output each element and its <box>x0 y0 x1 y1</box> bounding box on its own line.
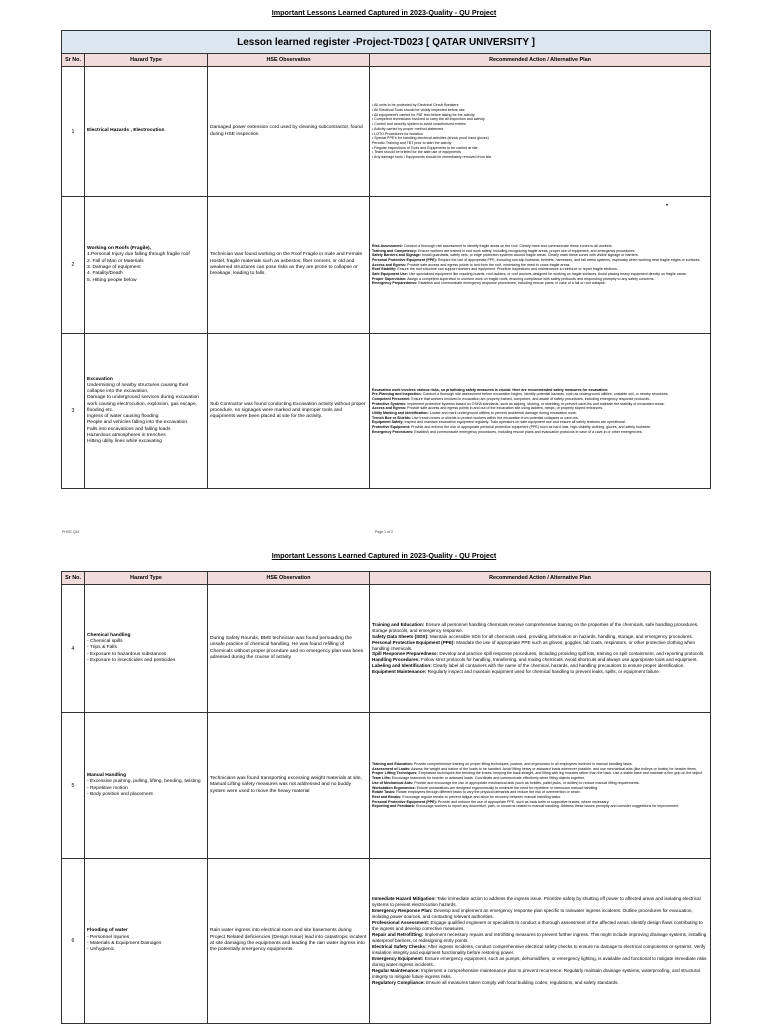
register-row <box>62 197 711 334</box>
recommendation-text: Clearly label all containers with the name of the chemical, hazards, and handling precautions to ensure proper identification. <box>431 663 685 669</box>
sr-number: 2 <box>62 197 85 334</box>
recommendation-key: Repair and Retrofitting: <box>372 932 424 938</box>
recommendation-item <box>372 968 708 980</box>
stray-bullet: • <box>666 203 669 209</box>
hazard-title: Manual Handling <box>87 772 127 778</box>
hazard-type-cell <box>85 585 208 713</box>
hazard-item: 5. Hitting people below <box>87 277 137 283</box>
header-recommended-action: Recommended Action / Alternative Plan <box>370 54 711 67</box>
hazard-item: - Repetitive motion <box>87 785 128 791</box>
hazard-item: - Exposure to hazardous substances <box>87 651 167 657</box>
register-row <box>62 67 711 197</box>
recommendation-text: Follow strict protocols for handling, transferring, and mixing chemicals. Avoid shortcuts and always use appropriate tools and equipment. <box>419 657 698 663</box>
recommendation-key: Utility Marking and Identification: <box>372 411 429 415</box>
recommendation-text: Ensure all measures taken comply with local building codes, regulations, and safety standards. <box>424 979 619 985</box>
recommendation-text: Ensure that workers involved in excavation are properly trained, competent, and aware of safety procedures, including emergency response protocols. <box>410 396 651 401</box>
recommendation-key: Personal Protective Equipment (PPE): <box>372 799 437 804</box>
hazard-item: 1.Personal Injury due falling through fragile roof <box>87 252 190 258</box>
recommendation-key: Protective Equipment: <box>372 425 411 430</box>
header-hazard-type: Hazard Type <box>85 54 208 67</box>
recommendation-key: Handling Procedures: <box>372 657 420 663</box>
recommendation-key: Access and Egress: <box>372 262 407 267</box>
recommendation-key: Pre-Planning and Inspection: <box>372 392 422 397</box>
hazard-item: Hitting utility lines while excavating <box>87 439 163 445</box>
sr-number: 1 <box>62 67 85 197</box>
recommendation-key: Rest and Breaks: <box>372 794 402 799</box>
hazard-item: 3. Damage of equipment <box>87 265 141 270</box>
page-title: Important Lessons Learned Captured in 2023-Quality - QU Project <box>271 8 497 17</box>
hazard-title: Working on Roofs (Fragile), <box>87 246 152 252</box>
hazard-item: - Excessive pushing, pulling, lifting, bending, twisting <box>87 779 201 785</box>
recommendation-text: Encourage workers to report any discomfort, pain, or concerns related to manual handling. Address these issues promptly and consider suggestions for improvement. <box>415 804 680 809</box>
recommendation-text: • Activity carried by proper method statement <box>372 126 444 131</box>
recommendation-key: Emergency Response Plan: <box>372 908 433 914</box>
recommendation-text: Periodic Training and TBT prior to start the activity <box>372 140 452 145</box>
recommendation-text: Establish and communicate emergency response procedures, including rescue plans, in case of a fall or roof collapse. <box>417 281 606 286</box>
recommendation-text: Provide safe access and egress points in and out of the excavation site using ladders, ramps, or properly sloped entrances. <box>406 406 604 411</box>
recommendation-text: Establish and communicate emergency procedures, including rescue plans and evacuation protocols in case of a cave-in or other emergencies. <box>413 429 643 434</box>
hazard-item: - Unhygienic <box>87 947 115 953</box>
recommendation-key: Training and Competency: <box>372 248 418 253</box>
header-hse-observation: HSE Observation <box>208 54 370 67</box>
recommendation-item <box>372 804 708 809</box>
recommendation-key: Professional Assessment: <box>372 920 430 926</box>
hazard-title: Flooding of water <box>87 928 128 934</box>
recommendation-key: Personal Protective Equipment (PPE): <box>372 639 455 645</box>
recommendation-item <box>372 956 708 968</box>
recommendation-text: Rotate employees through different tasks to vary the physical demands and reduce the risk of overexertion or strain. <box>395 790 581 795</box>
hazard-item: - Materials & Equipment Damages <box>87 941 162 946</box>
recommendation-text: After ingress incidents, conduct comprehensive electrical safety checks to ensure no damage to electrical components or systems. Verify insulation integrity and equipment functionality before restoring power. <box>372 943 706 955</box>
recommendation-text: Use specialized equipment like crawling boards, roof ladders, or roof anchors designed for working on fragile surfaces. Avoid placing heavy equipment directly on fragile areas. <box>407 272 687 276</box>
recommendation-text: Ensure all personnel handling chemicals receive comprehensive training on the properties of the chemicals, safe handling procedures, storage protocols, and emergency response. <box>372 621 699 633</box>
hazard-type-cell <box>85 67 208 197</box>
recommendation-text: Provide safe access and egress points to and from the roof, minimizing the need to cross fragile areas. <box>406 262 571 267</box>
hazard-item: People and vehicles falling into the excavation. <box>87 420 189 426</box>
recommendation-text: • All equipment's carried for PAT test before taking for the activity <box>372 112 475 117</box>
hazard-item: - Body position and placement <box>87 791 153 797</box>
recommended-action-cell <box>370 334 711 489</box>
recommendation-key: Access and Egress: <box>372 406 407 411</box>
hazard-type-cell <box>85 334 208 489</box>
recommendation-key: Personal Protective Equipment (PPE): <box>372 257 437 262</box>
recommendation-text: • Any damage tools / Equipments should be immediately removed from site <box>372 154 492 159</box>
recommendation-intro: Excavation work involves various risks, so prioritizing safety measures is crucial. Here are recommended safety measures for excavation: <box>372 387 609 392</box>
hazard-title: Electrical Hazards , Electrocution <box>87 128 165 134</box>
recommendation-text: Implement protective systems based on OSHA standards, such as sloping, shoring, or shielding, to prevent cave-ins and maintain the stability of excavated areas. <box>406 401 665 406</box>
header-hse-observation: HSE Observation <box>208 572 370 585</box>
recommendation-key: Proper Supervision: <box>372 276 407 281</box>
recommendation-text: Engage qualified engineers or specialists to conduct a thorough assessment of the affected areas. Identify design flaws contributing to the ingress and develop corrective measures. <box>372 920 703 932</box>
recommendation-key: Spill Response Preparedness: <box>372 651 439 657</box>
recommendation-item <box>372 155 708 160</box>
recommendation-text: Encourage teamwork for heavier or awkward loads. Coordinate and communicate effectively when lifting objects together. <box>390 776 586 781</box>
hazard-type-cell <box>85 197 208 334</box>
recommendation-text: Take immediate action to address the ingress issue. Prioritize safety by shutting off power to affected areas and isolating electrical systems to prevent electrocution hazards. <box>372 896 701 908</box>
recommendation-key: Use of Mechanical Aids: <box>372 780 414 785</box>
recommendation-item <box>372 281 708 286</box>
recommendation-item <box>372 896 708 908</box>
recommendation-key: Trench Box or Shields: <box>372 415 412 420</box>
recommendation-text: Use trench boxes or shields to protect workers within the excavation from potential collapses or cave-ins. <box>411 415 579 420</box>
register-row <box>62 585 711 713</box>
hse-observation: Sub Contractor was found conducting Excavation activity without proper procedure, no signages were marked and improper tools and equipments were been placed at site for the activity. <box>208 334 370 489</box>
register-row <box>62 713 711 859</box>
recommendation-key: Safe Equipment Use: <box>372 272 408 276</box>
recommendation-text: Assess the weight and nature of the loads to be handled. Avoid lifting heavy or awkward loads whenever possible, and use mechanical aids (like trolleys or hoists) for heavier items. <box>410 766 697 771</box>
header-hazard-type: Hazard Type <box>85 572 208 585</box>
recommended-action-cell <box>370 197 711 334</box>
recommendation-key: Labeling and Identification: <box>372 663 432 669</box>
hse-observation: Rain water ingress into electrical room and site basements during Project Related deficiencies (Design Issue) lead into catastropic incident at site damaging the equipments and leading the rain water ingress into the potentially emergency equipments. <box>208 859 370 1024</box>
recommendation-key: Electrical Safety Checks: <box>372 943 427 949</box>
recommendation-item <box>372 640 708 652</box>
recommendation-text: Ensure workstations are designed ergonomically to minimize the need for repetitive or strenuous manual handling. <box>415 785 599 790</box>
sr-number: 4 <box>62 585 85 713</box>
recommendation-key: Equipment Maintenance: <box>372 669 427 675</box>
hazard-type-cell <box>85 713 208 859</box>
recommendation-text: • Team should be briefed for the safe use of equipments <box>372 150 461 155</box>
recommendation-item <box>372 920 708 932</box>
recommendation-text: Develop and implement an emergency response plan specific to rainwater ingress incidents. Outline procedures for evacuation, isolating power sources, and contacting relevant authorities. <box>372 908 693 920</box>
recommendation-text: • Competent technicians involved to carry the all inspection and activity <box>372 117 485 122</box>
hse-observation: Technicians was found transporting excessing weight materials at site, Manual Lifting safety measures was not addressed and no buddy system were used to move the heavy material <box>208 713 370 859</box>
header-recommended-action: Recommended Action / Alternative Plan <box>370 572 711 585</box>
sr-number: 6 <box>62 859 85 1024</box>
recommendation-text: Ensure workers are trained in roof work safety, including recognizing fragile areas, proper use of equipment, and emergency procedures. <box>417 248 636 253</box>
recommendation-item <box>372 669 708 675</box>
recommendation-key: Risk Assessment: <box>372 243 403 248</box>
recommendation-key: Emergency Preparedness: <box>372 281 418 286</box>
hazard-item: Undermining of nearby structures causing their collapse into the excavation, <box>87 382 189 395</box>
recommendation-key: Regulatory Compliance: <box>372 979 425 985</box>
recommendation-text: Provide and enforce the use of appropriate personal protective equipment (PPE) such as hard hats, high-visibility clothing, gloves, and safety footwear. <box>410 425 651 430</box>
recommendation-text: Conduct a thorough risk assessment to identify fragile areas on the roof. Clearly mark and communicate these zones to all workers. <box>402 243 613 248</box>
recommendation-text: • Regular inspections of Tools and Equipments to be carried at site . <box>372 145 480 150</box>
recommendation-key: Protective Systems: <box>372 401 407 406</box>
hse-observation: Damaged power extension cord used by cleaning subcontractor, found during HSE inspection. <box>208 67 370 197</box>
recommendation-text: Require the use of appropriate PPE, including non-slip footwear, helmets, harnesses, and fall arrest systems, especially when working near fragile edges or surfaces. <box>436 257 701 262</box>
recommendation-text: • Control and security system to avoid unauthorized entries <box>372 122 466 127</box>
recommendation-text: • LOTO Procedures for isolation <box>372 131 423 136</box>
footer-page-number: Page 1 of 2 <box>374 530 394 534</box>
recommendation-text: Assign a competent supervisor to oversee work on fragile roofs, ensuring compliance with safety protocols and responding promptly to any safety concerns. <box>406 276 655 281</box>
hse-observation: During Safety Rounds, BMS technician was found persuading the unsafe practice of chemical handling. He was found refilling of Chemicals without proper procedure and no emergency plan was been adressed during the course of activity <box>208 585 370 713</box>
register-title: Lesson learned register -Project-TD023 [ QATAR UNIVERSITY ] <box>62 31 711 54</box>
recommendation-text: • All units to be protected by Electrical Circuit Breakers <box>372 103 459 108</box>
hazard-item: - Trips & Falls <box>87 645 117 651</box>
footer-doc-code: PHSE Q&I <box>62 530 79 534</box>
recommendation-text: Locate and mark underground utilities to prevent accidental damage during excavation work. <box>428 411 577 415</box>
recommendation-text: Mandate the use of appropriate PPE such as gloves, goggles, lab coats, respirators, or other protective clothing when handling chemicals. <box>372 639 696 651</box>
recommendation-key: Team Lifts: <box>372 776 391 781</box>
hazard-item: - Personnel Injuries <box>87 934 130 940</box>
recommendation-text: Install guardrails, safety nets, or edge protection systems around fragile areas. Clearly mark these zones with visible signage or barriers. <box>421 253 639 258</box>
recommendation-text: Provide and encourage the use of appropriate mechanical aids (such as forklifts, pallet jacks, or dollies) to reduce manual lifting requirements. <box>413 780 640 785</box>
recommendation-text: Inspect and maintain excavation equipment regularly. Train operators on safe equipment use and ensure all safety features are operational. <box>403 420 626 425</box>
recommendation-key: Competent Personnel: <box>372 396 411 401</box>
recommended-action-cell <box>370 67 711 197</box>
recommendation-text: Conduct a thorough site assessment before excavation begins. Identify potential hazards, such as underground utilities, unstable soil, or nearby structures. <box>421 392 669 397</box>
recommendation-item <box>372 980 708 986</box>
recommendation-key: Immediate Hazard Mitigation: <box>372 896 436 902</box>
header-sr-no: Sr No. <box>62 54 85 67</box>
recommendation-key: Training and Education: <box>372 621 425 627</box>
recommendation-key: Assessment of Loads: <box>372 766 411 771</box>
hazard-item: - Exposure to insecticides and pesticides <box>87 657 176 663</box>
recommendation-key: Emergency Equipment: <box>372 955 424 961</box>
recommendation-text: • Special PPE's for handling electrical activities (shock proof hand gloves) <box>372 136 489 141</box>
recommendation-text: Implement necessary repairs and retrofitting measures to prevent further ingress. This might include improving drainage systems, installing waterproof barriers, or redesigning entry points. <box>372 932 707 944</box>
recommendation-text: Regularly inspect and maintain equipment used for chemical handling to prevent leaks, spills, or equipment failure. <box>426 669 661 675</box>
recommendation-text: Ensure emergency equipment, such as pumps, dehumidifiers, or emergency lighting, is available and functional to mitigate immediate risks during water ingress incidents. <box>372 955 707 967</box>
sr-number: 5 <box>62 713 85 859</box>
recommendation-key: Equipment Safety: <box>372 420 404 425</box>
recommendation-item <box>372 944 708 956</box>
register-row <box>62 859 711 1024</box>
recommendation-text: Maintain accessible SDS for all chemicals used, providing information on hazards, handling, storage, and emergency procedures. <box>428 633 693 639</box>
hazard-item: 2. Fall of Man or Materials <box>87 258 144 264</box>
recommendation-text: Emphasize techniques like bending the knees, keeping the back straight, and lifting with leg muscles rather than the back. Use a stable base and maintain a firm grip on the object. <box>417 771 703 776</box>
hazard-item: Ingress of water causing flooding <box>87 414 159 420</box>
recommended-action-cell <box>370 585 711 713</box>
page-title-2: Important Lessons Learned Captured in 2023-Quality - QU Project <box>271 551 497 560</box>
recommendation-item <box>372 622 708 634</box>
recommended-action-cell <box>370 859 711 1024</box>
hazard-item: Damage to underground services during excavation work causing electrocution, explosion, gas escape, flooding etc. <box>87 395 200 413</box>
recommendation-key: Safety Barriers and Signage: <box>372 253 422 258</box>
hazard-type-cell <box>85 859 208 1024</box>
recommendation-item <box>372 430 708 435</box>
recommendation-key: Regular Maintenance: <box>372 967 420 973</box>
recommendation-key: Roof Stability: <box>372 267 397 272</box>
hazard-title: Excavation <box>87 376 113 382</box>
recommendation-text: • All Electrical Tools should be visibly inspected before use <box>372 108 465 113</box>
recommendation-key: Proper Lifting Techniques: <box>372 771 418 776</box>
recommendation-text: Provide comprehensive training on proper lifting techniques, posture, and ergonomics to all employees involved in manual handling tasks. <box>412 762 633 767</box>
hazard-item: Hazardous atmospheres in trenches <box>87 432 166 438</box>
hazard-item: 4. Fatality/Death <box>87 271 123 277</box>
header-sr-no: Sr No. <box>62 572 85 585</box>
recommendation-key: Workstation Ergonomics: <box>372 785 416 790</box>
recommendation-text: Ensure the roof structure can support workers and equipment. Prioritize inspections and maintenance to reinforce or repair fragile sections. <box>396 267 618 272</box>
register-table-page-2 <box>61 571 711 1024</box>
recommendation-item <box>372 908 708 920</box>
recommended-action-cell <box>370 713 711 859</box>
sr-number: 3 <box>62 334 85 489</box>
hazard-item: - Chemical spills <box>87 639 123 645</box>
recommendation-text: Implement a comprehensive maintenance plan to prevent recurrence. Regularly maintain drainage systems, waterproofing, and structural integrity to mitigate future ingress risks. <box>372 967 700 979</box>
register-row <box>62 334 711 489</box>
recommendation-text: Encourage regular breaks to prevent fatigue and allow for recovery between manual handling tasks. <box>401 794 561 799</box>
recommendation-text: Provide and enforce the use of appropriate PPE, such as back belts or supportive braces, where necessary. <box>436 799 610 804</box>
recommendation-text: Develop and practice spill response procedures, including providing spill kits, training on spill containment, and reporting protocols. <box>438 651 705 657</box>
register-table-page-1 <box>61 30 711 489</box>
recommendation-item <box>372 932 708 944</box>
recommendation-key: Emergency Procedures: <box>372 429 414 434</box>
recommendation-key: Training and Education: <box>372 762 413 767</box>
hazard-item: Falls into excavations and falling loads <box>87 426 171 432</box>
hazard-title: Chemical handling <box>87 632 131 638</box>
hse-observation: Technician was found working on the Roof Fragile in male and Female Hostel, fragile materials such as asbestos, fiber cement, or old and weakened structures can pose risks as they are prone to collapse or breakage, leading to falls. <box>208 197 370 334</box>
recommendation-key: Safety Data Sheets (SDS): <box>372 633 429 639</box>
recommendation-key: Rotate Tasks: <box>372 790 396 795</box>
recommendation-key: Reporting and Feedback: <box>372 804 416 809</box>
